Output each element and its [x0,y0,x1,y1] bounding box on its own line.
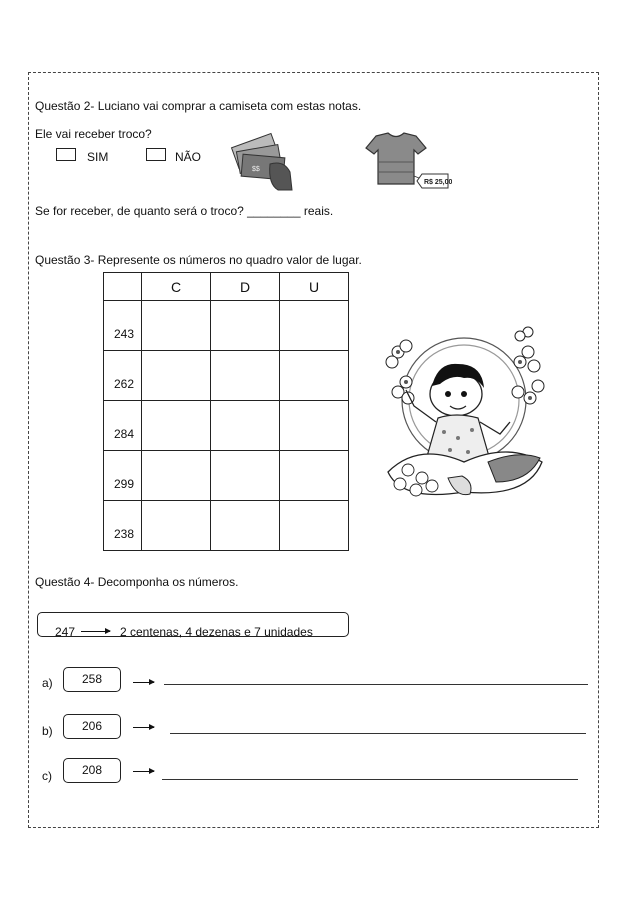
answer-cell-d[interactable] [211,301,280,351]
item-letter: b) [42,724,53,738]
answer-cell-c[interactable] [142,301,211,351]
answer-cell-d[interactable] [211,351,280,401]
answer-cell-c[interactable] [142,501,211,551]
item-number-box: 206 [63,714,121,739]
money-notes-image [226,130,296,194]
answer-line[interactable] [162,779,578,780]
no-checkbox[interactable] [146,148,166,161]
q3-title: Questão 3- Represente os números no quadro valor de lugar. [35,253,362,267]
answer-cell-c[interactable] [142,451,211,501]
item-letter: c) [42,769,52,783]
no-label: NÃO [175,150,202,164]
table-row [104,301,349,351]
example-number: 247 [55,625,76,639]
item-number-box: 258 [63,667,121,692]
q2-question: Ele vai receber troco? [35,127,152,141]
answer-cell-u[interactable] [280,501,349,551]
table-row [104,501,349,551]
arrow-icon [133,771,154,772]
price-tag: R$ 25,00 [424,179,452,186]
answer-cell-u[interactable] [280,301,349,351]
header-dezenas: D [211,273,280,301]
answer-cell-d[interactable] [211,451,280,501]
item-number-box: 208 [63,758,121,783]
answer-line[interactable] [170,733,586,734]
yes-checkbox[interactable] [56,148,76,161]
table-row [104,351,349,401]
header-unidades: U [280,273,349,301]
svg-text:$$: $$ [252,166,260,173]
item-letter: a) [42,676,53,690]
row-number: 243 [104,301,142,351]
arrow-icon [133,682,154,683]
answer-line[interactable] [164,684,588,685]
table-row [104,401,349,451]
answer-cell-d[interactable] [211,401,280,451]
answer-cell-c[interactable] [142,351,211,401]
row-number: 284 [104,401,142,451]
example-arrow-icon [81,631,110,632]
row-number: 238 [104,501,142,551]
header-centenas: C [142,273,211,301]
answer-cell-c[interactable] [142,401,211,451]
row-number: 262 [104,351,142,401]
q2-change-prompt: Se for receber, de quanto será o troco? ________ reais. [35,204,334,218]
yes-label: SIM [87,150,109,164]
q4-title: Questão 4- Decomponha os números. [35,575,239,589]
answer-cell-u[interactable] [280,401,349,451]
table-row [104,451,349,501]
answer-cell-u[interactable] [280,451,349,501]
answer-cell-d[interactable] [211,501,280,551]
q2-title: Questão 2- Luciano vai comprar a camiseta com estas notas. [35,99,362,113]
table-header-row [104,273,349,301]
row-number: 299 [104,451,142,501]
tshirt-image [362,132,452,194]
arrow-icon [133,727,154,728]
place-value-table [103,272,349,551]
cartoon-girl-flowers-image [378,322,550,512]
answer-cell-u[interactable] [280,351,349,401]
example-answer: 2 centenas, 4 dezenas e 7 unidades [120,625,313,639]
